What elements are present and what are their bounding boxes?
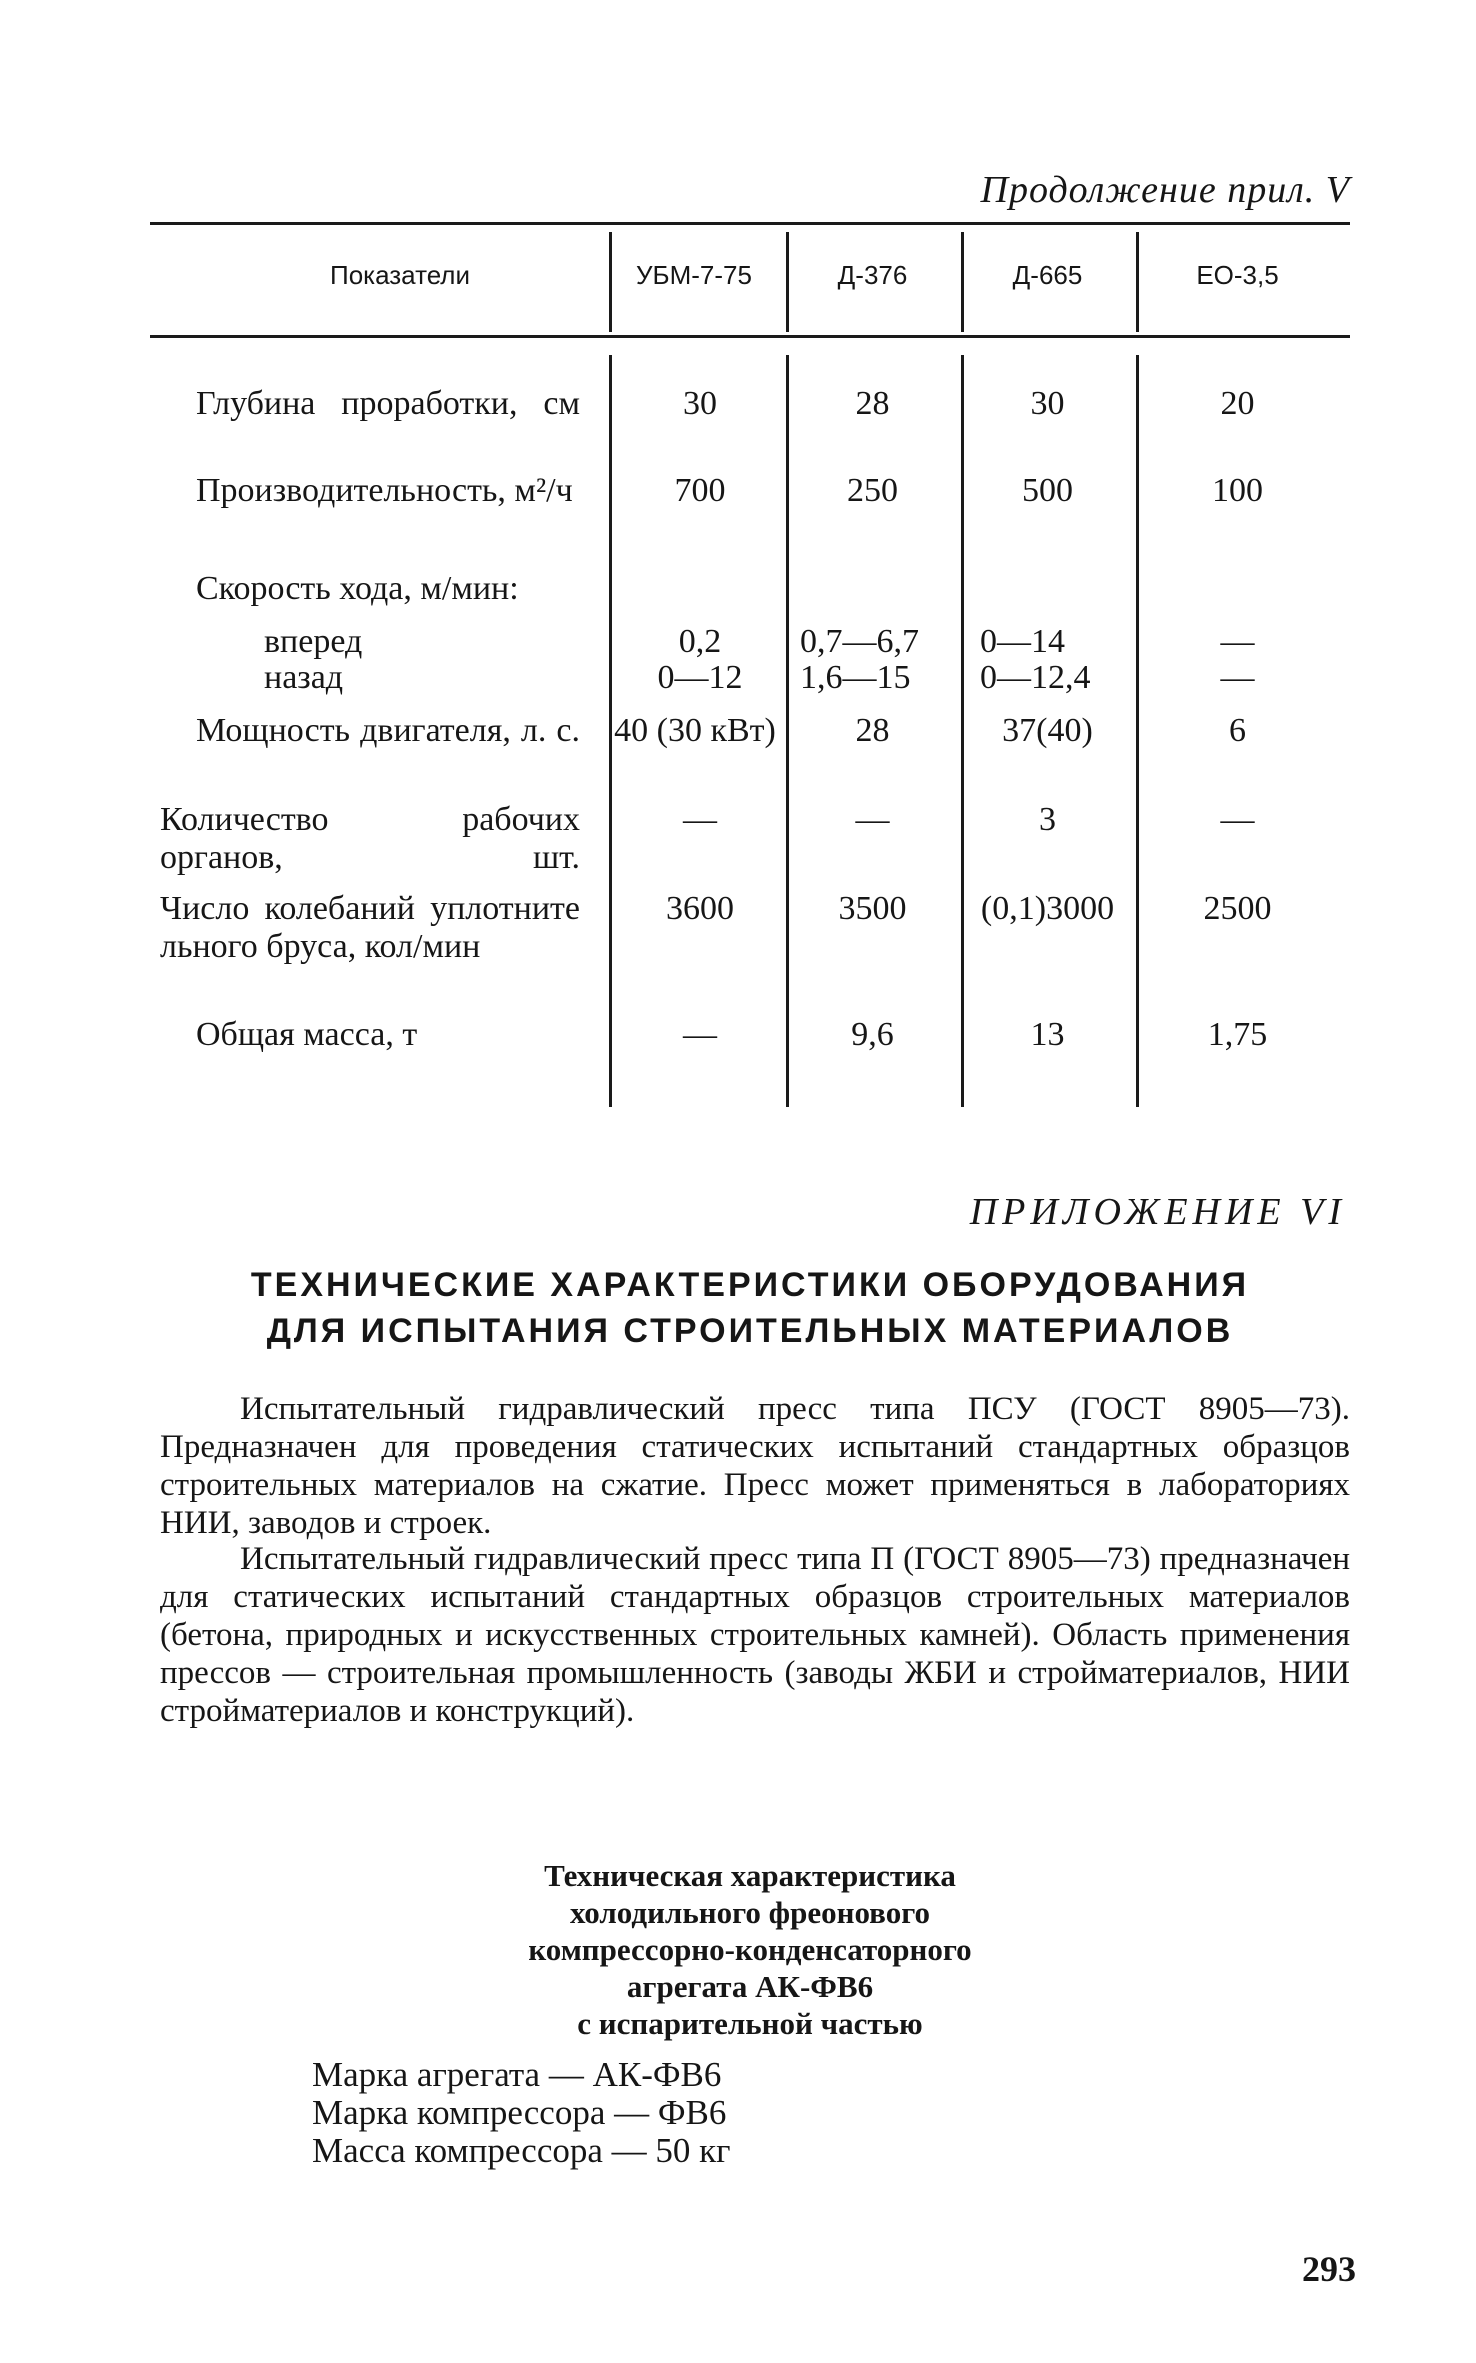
spec-compressor-mass: Масса компрессора — 50 кг xyxy=(312,2131,731,2170)
cell-value: — xyxy=(1220,659,1255,696)
cell-value: 0,7—6,7 xyxy=(800,623,919,660)
column-header-ubm: УБМ-7-75 xyxy=(636,260,752,290)
table-header-rule xyxy=(150,335,1350,338)
column-header-indicators: Показатели xyxy=(330,260,470,290)
cell-value: 0—12,4 xyxy=(980,659,1091,696)
appendix-label: ПРИЛОЖЕНИЕ VI xyxy=(969,1191,1346,1233)
cell-value: 500 xyxy=(1022,472,1073,509)
column-header-d376: Д-376 xyxy=(837,260,908,290)
cell-value: 100 xyxy=(1212,472,1263,509)
row-label: назад xyxy=(264,659,344,696)
cell-value: — xyxy=(683,801,717,838)
cell-value: 20 xyxy=(1220,385,1255,422)
cell-value: 0—12 xyxy=(657,659,743,696)
cell-value: 3500 xyxy=(838,890,907,927)
cell-value: 250 xyxy=(847,472,898,509)
row-label: вперед xyxy=(264,623,363,660)
cell-value: 6 xyxy=(1229,712,1246,749)
table-top-rule xyxy=(150,222,1350,225)
row-label: Общая масса, т xyxy=(196,1016,418,1053)
cell-value: — xyxy=(855,801,890,838)
cell-value: 40 (30 кВт) xyxy=(614,712,776,749)
unit-title-line-2: холодильного фреонового xyxy=(569,1895,931,1930)
body-divider-3 xyxy=(961,355,964,1107)
header-divider-4 xyxy=(1136,232,1139,332)
unit-title-line-4: агрегата АК-ФВ6 xyxy=(626,1969,874,2004)
row-label: Число колебаний уплотнительного бруса, кол/мин xyxy=(160,890,580,965)
page-number: 293 xyxy=(1302,2249,1356,2289)
unit-title-line-5: с испарительной частью xyxy=(577,2006,923,2041)
cell-value: (0,1)3000 xyxy=(980,890,1115,927)
row-label: Скорость хода, м/мин: xyxy=(196,570,519,607)
cell-value: 3600 xyxy=(666,890,734,927)
row-label: Мощность двигателя, л. с. xyxy=(196,712,580,749)
spec-unit-brand: Марка агрегата — АК-ФВ6 xyxy=(312,2055,722,2094)
row-label: Производительность, м²/ч xyxy=(196,472,573,509)
paragraph-p-press: Испытательный гидравлический пресс типа П (ГОСТ 8905—73) предназначен для статических испытаний стандартных образцов строительных материалов (бетона, природных и искусственных строительных камней). Область применения прессов — строительная промышленность (заводы ЖБИ и стройматериалов, НИИ стройматериалов и конструкций). xyxy=(160,1541,1350,1729)
appendix-title-line-1: ТЕХНИЧЕСКИЕ ХАРАКТЕРИСТИКИ ОБОРУДОВАНИЯ xyxy=(250,1266,1250,1304)
cell-value: 700 xyxy=(674,472,726,509)
cell-value: — xyxy=(1220,623,1255,660)
cell-value: 1,75 xyxy=(1207,1016,1268,1053)
body-divider-2 xyxy=(786,355,789,1107)
cell-value: 9,6 xyxy=(851,1016,894,1053)
cell-value: 37(40) xyxy=(1002,712,1093,749)
row-label: Глубина проработки, см xyxy=(196,385,580,422)
column-header-eo: ЕО-3,5 xyxy=(1196,260,1279,290)
paragraph-psu-press: Испытательный гидравлический пресс типа ПСУ (ГОСТ 8905—73). Предназначен для проведения статических испытаний стандартных образцов строительных материалов на сжатие. Пресс может применяться в лабораториях НИИ, заводов и строек. xyxy=(160,1391,1350,1541)
cell-value: 3 xyxy=(1039,801,1056,838)
cell-value: 0,2 xyxy=(678,623,722,660)
row-label: Количество рабочих органов, шт. xyxy=(160,801,580,876)
unit-title-line-1: Техническая характеристика xyxy=(544,1858,956,1893)
unit-spec-title xyxy=(450,1857,1050,2042)
cell-value: 28 xyxy=(855,385,890,422)
cell-value: 2500 xyxy=(1203,890,1272,927)
continuation-label: Продолжение прил. V xyxy=(980,169,1350,211)
header-divider-2 xyxy=(786,232,789,332)
cell-value: — xyxy=(683,1016,717,1053)
cell-value: 28 xyxy=(855,712,890,749)
column-header-d665: Д-665 xyxy=(1012,260,1083,290)
cell-value: 1,6—15 xyxy=(800,659,911,696)
appendix-title-line-2: ДЛЯ ИСПЫТАНИЯ СТРОИТЕЛЬНЫХ МАТЕРИАЛОВ xyxy=(266,1312,1234,1350)
spec-compressor-brand: Марка компрессора — ФВ6 xyxy=(312,2093,727,2132)
header-divider-3 xyxy=(961,232,964,332)
cell-value: 30 xyxy=(1030,385,1065,422)
cell-value: — xyxy=(1220,801,1255,838)
cell-value: 0—14 xyxy=(980,623,1065,660)
unit-title-line-3: компрессорно-конденсаторного xyxy=(528,1932,972,1967)
cell-value: 30 xyxy=(683,385,717,422)
cell-value: 13 xyxy=(1030,1016,1065,1053)
body-divider-4 xyxy=(1136,355,1139,1107)
appendix-title xyxy=(150,1262,1350,1354)
